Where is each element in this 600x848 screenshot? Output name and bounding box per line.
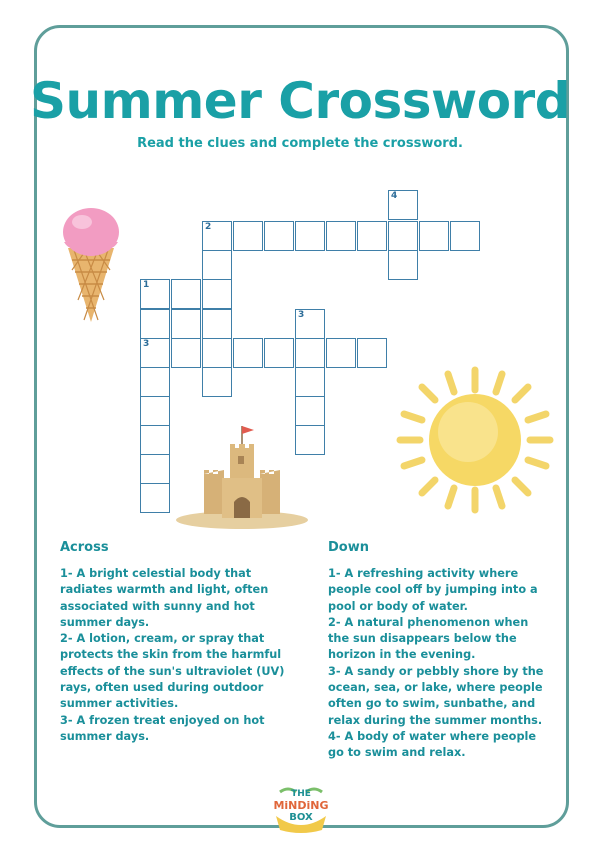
clue-number: 3 [143,339,150,349]
crossword-cell[interactable] [388,190,418,220]
crossword-cell[interactable] [295,309,325,339]
crossword-cell[interactable] [295,396,325,426]
crossword-cell[interactable] [233,221,263,251]
crossword-cell[interactable] [264,338,294,368]
clue-number: 3 [298,310,305,320]
clue-number: 4 [391,191,398,201]
clue-text: 3- A frozen treat enjoyed on hot summer days. [60,713,265,743]
crossword-cell[interactable] [202,309,232,339]
crossword-cell[interactable] [140,309,170,339]
crossword-cell[interactable] [202,221,232,251]
clue-text: 1- A bright celestial body that radiates warmth and light, often associated with sunny and hot summer days. [60,567,269,629]
crossword-cell[interactable] [388,250,418,280]
crossword-cell[interactable] [202,367,232,397]
crossword-cell[interactable] [202,279,232,309]
crossword-cell[interactable] [357,338,387,368]
crossword-cell[interactable] [295,338,325,368]
instructions: Read the clues and complete the crossword. [137,136,463,151]
logo-line-3: BOX [289,812,313,823]
crossword-cell[interactable] [295,425,325,455]
sandcastle-icon [172,422,312,530]
crossword-cell[interactable] [326,338,356,368]
crossword-cell[interactable] [202,338,232,368]
crossword-cell[interactable] [388,221,418,251]
crossword-cell[interactable] [357,221,387,251]
clue-number: 2 [205,222,212,232]
crossword-cell[interactable] [264,221,294,251]
crossword-cell[interactable] [140,425,170,455]
the-minding-box-logo [272,786,330,834]
clue-text: 2- A lotion, cream, or spray that protects the skin from the harmful effects of the sun's ultraviolet (UV) rays, often used during outdoor summer activities. [60,632,285,711]
crossword-cell[interactable] [140,483,170,513]
clue-number: 1 [143,280,150,290]
crossword-cell[interactable] [171,309,201,339]
crossword-cell[interactable] [233,338,263,368]
page-title: Summer Crossword [30,72,570,130]
across-heading: Across [60,540,109,555]
crossword-cell[interactable] [326,221,356,251]
sun-icon [390,360,560,520]
crossword-cell[interactable] [140,454,170,484]
down-heading: Down [328,540,369,555]
crossword-cell[interactable] [140,367,170,397]
clue-text: 2- A natural phenomenon when the sun disappears below the horizon in the evening. [328,615,529,662]
crossword-cell[interactable] [419,221,449,251]
down-clue-list [328,566,552,762]
logo-line-1: THE [291,789,311,799]
crossword-cell[interactable] [295,221,325,251]
logo-line-2: MiNDiNG [273,799,329,812]
crossword-cell[interactable] [450,221,480,251]
clue-text: 4- A body of water where people go to swim and relax. [328,729,537,760]
clue-text: 1- A refreshing activity where people cool off by jumping into a pool or body of water. [328,567,538,613]
crossword-cell[interactable] [171,338,201,368]
across-clue-list [60,566,292,745]
crossword-cell[interactable] [202,250,232,280]
crossword-cell[interactable] [171,279,201,309]
ice-cream-icon [58,200,124,325]
crossword-cell[interactable] [140,338,170,368]
crossword-cell[interactable] [140,396,170,426]
crossword-cell[interactable] [295,367,325,397]
clue-text: 3- A sandy or pebbly shore by the ocean, sea, or lake, where people often go to swim, sunbathe, and relax during the summer months. [328,664,544,727]
crossword-cell[interactable] [140,279,170,309]
